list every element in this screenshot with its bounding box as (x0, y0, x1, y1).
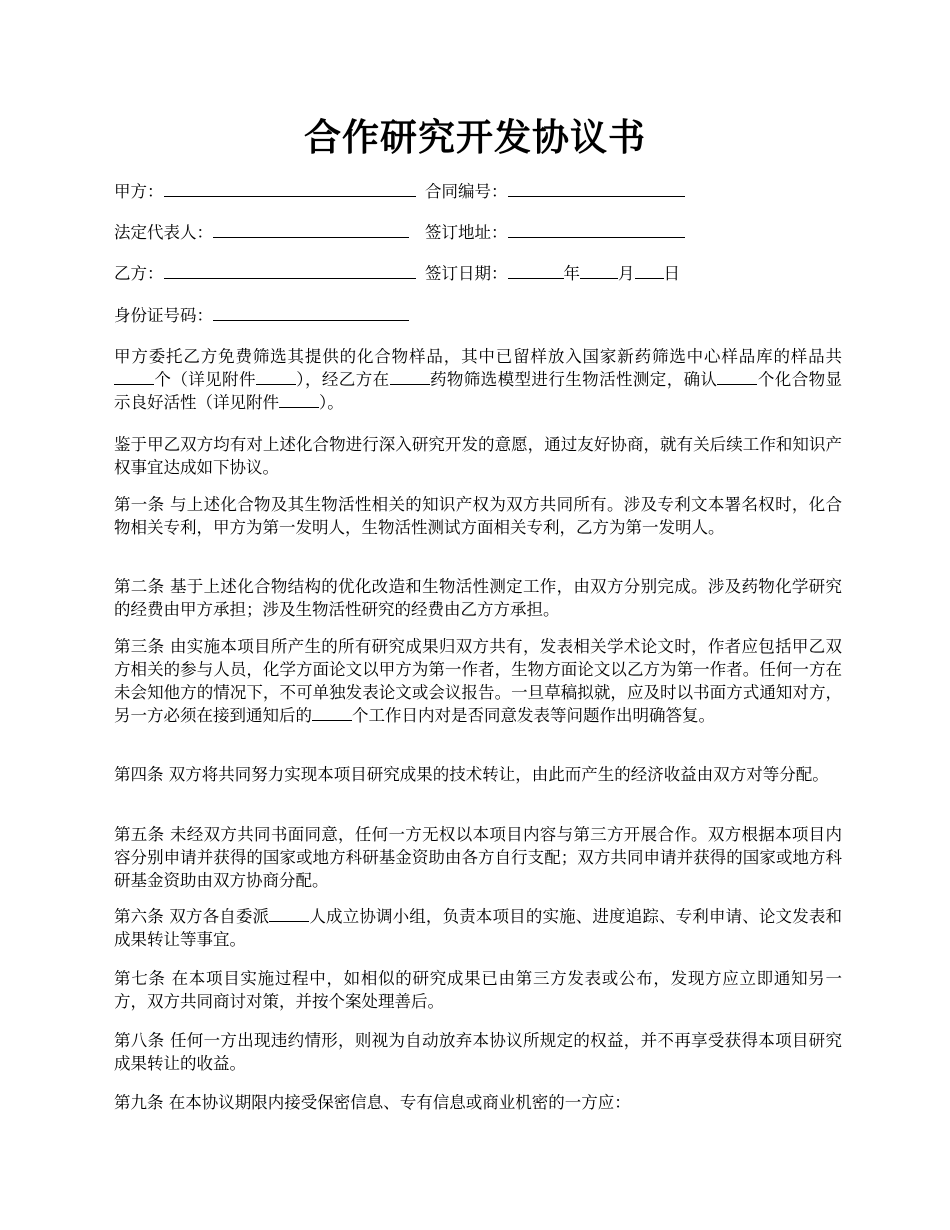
id-number-field (114, 305, 409, 327)
party-b-blank[interactable] (164, 263, 416, 279)
article-4: 第四条 双方将共同努力实现本项目研究成果的技术转让，由此而产生的经济收益由双方对等分配。 (114, 765, 829, 784)
p1-text-c: ），经乙方在 (295, 370, 390, 389)
party-b-label: 乙方： (114, 264, 164, 283)
reply-days-blank[interactable] (312, 705, 352, 721)
p1-text-b: 个（详见附件 (154, 370, 256, 389)
day-label: 日 (663, 264, 680, 283)
article-2: 第二条 基于上述化合物结构的优化改造和生物活性测定工作，由双方分别完成。涉及药物化学研究的经费由甲方承担；涉及生物活性研究的经费由乙方方承担。 (114, 577, 842, 619)
paragraph-intro (114, 345, 842, 414)
party-a-field (114, 181, 416, 203)
appendix-blank-1[interactable] (256, 369, 296, 385)
article-7: 第七条 在本项目实施过程中，如相似的研究成果已由第三方发表或公布，发现方应立即通知另一方，双方共同商讨对策，并按个案处理善后。 (114, 969, 842, 1011)
legal-rep-field (114, 222, 409, 244)
document-title: 合作研究开发协议书 (304, 115, 646, 159)
party-b-field (114, 263, 416, 285)
appendix-blank-2[interactable] (279, 392, 319, 408)
members-blank[interactable] (269, 906, 309, 922)
p1-text-f: ）。 (319, 393, 344, 412)
contract-no-label: 合同编号： (425, 182, 508, 201)
p1-text-e: 个化合物显示良好活性（详见附件 (114, 370, 843, 412)
sign-month-blank[interactable] (580, 263, 618, 279)
legal-rep-label: 法定代表人： (114, 223, 213, 242)
year-label: 年 (563, 264, 580, 283)
art6-text-a: 第六条 双方各自委派 (114, 907, 270, 926)
sign-day-blank[interactable] (635, 263, 664, 279)
article-9: 第九条 在本协议期限内接受保密信息、专有信息或商业机密的一方应： (114, 1093, 631, 1112)
month-label: 月 (618, 264, 635, 283)
article-5: 第五条 未经双方共同书面同意，任何一方无权以本项目内容与第三方开展合作。双方根据本项目内容分别申请并获得的国家或地方科研基金资助由各方自行支配；双方共同申请并获得的国家或地方科研基金资助由双方协商分配。 (114, 825, 842, 890)
art3-text-a: 第三条 由实施本项目所产生的所有研究成果归双方共有，发表相关学术论文时，作者应包括甲乙双方相关的参与人员，化学方面论文以甲方为第一作者，生物方面论文以乙方为第一作者。任何一方在未会知他方的情况下，不可单独发表论文或会议报告。一旦草稿拟就，应及时以书面方式通知对方，另一方必须在接到通知后的 (114, 637, 842, 725)
contract-no-field (425, 181, 685, 203)
article-1: 第一条 与上述化合物及其生物活性相关的知识产权为双方共同所有。涉及专利文本署名权时，化合物相关专利，甲方为第一发明人，生物活性测试方面相关专利，乙方为第一发明人。 (114, 495, 842, 537)
party-a-label: 甲方： (114, 182, 164, 201)
paragraph-preamble: 鉴于甲乙双方均有对上述化合物进行深入研究开发的意愿，通过友好协商，就有关后续工作和知识产权事宜达成如下协议。 (114, 435, 842, 477)
art3-text-b: 个工作日内对是否同意发表等问题作出明确答复。 (352, 706, 715, 725)
party-a-blank[interactable] (164, 181, 416, 197)
sign-address-field (425, 222, 685, 244)
sign-year-blank[interactable] (508, 263, 564, 279)
active-count-blank[interactable] (717, 369, 757, 385)
sign-date-field (425, 263, 680, 285)
sign-address-label: 签订地址： (425, 223, 508, 242)
p1-text-d: 药物筛选模型进行生物活性测定，确认 (429, 370, 718, 389)
article-3 (114, 635, 842, 727)
id-number-blank[interactable] (213, 305, 409, 321)
contract-no-blank[interactable] (508, 181, 685, 197)
article-8: 第八条 任何一方出现违约情形，则视为自动放弃本协议所规定的权益，并不再享受获得本项目研究成果转让的收益。 (114, 1031, 842, 1073)
sign-date-label: 签订日期： (425, 264, 508, 283)
legal-rep-blank[interactable] (213, 222, 409, 238)
article-6 (114, 905, 842, 951)
p1-text-a: 甲方委托乙方免费筛选其提供的化合物样品，其中已留样放入国家新药筛选中心样品库的样品共 (114, 347, 842, 366)
id-number-label: 身份证号码： (114, 306, 213, 325)
sign-address-blank[interactable] (508, 222, 685, 238)
model-blank[interactable] (390, 369, 430, 385)
art6-text-b: 人成立协调小组，负责本项目的实施、进度追踪、专利申请、论文发表和成果转让等事宜。 (114, 907, 842, 949)
sample-count-blank[interactable] (114, 369, 154, 385)
